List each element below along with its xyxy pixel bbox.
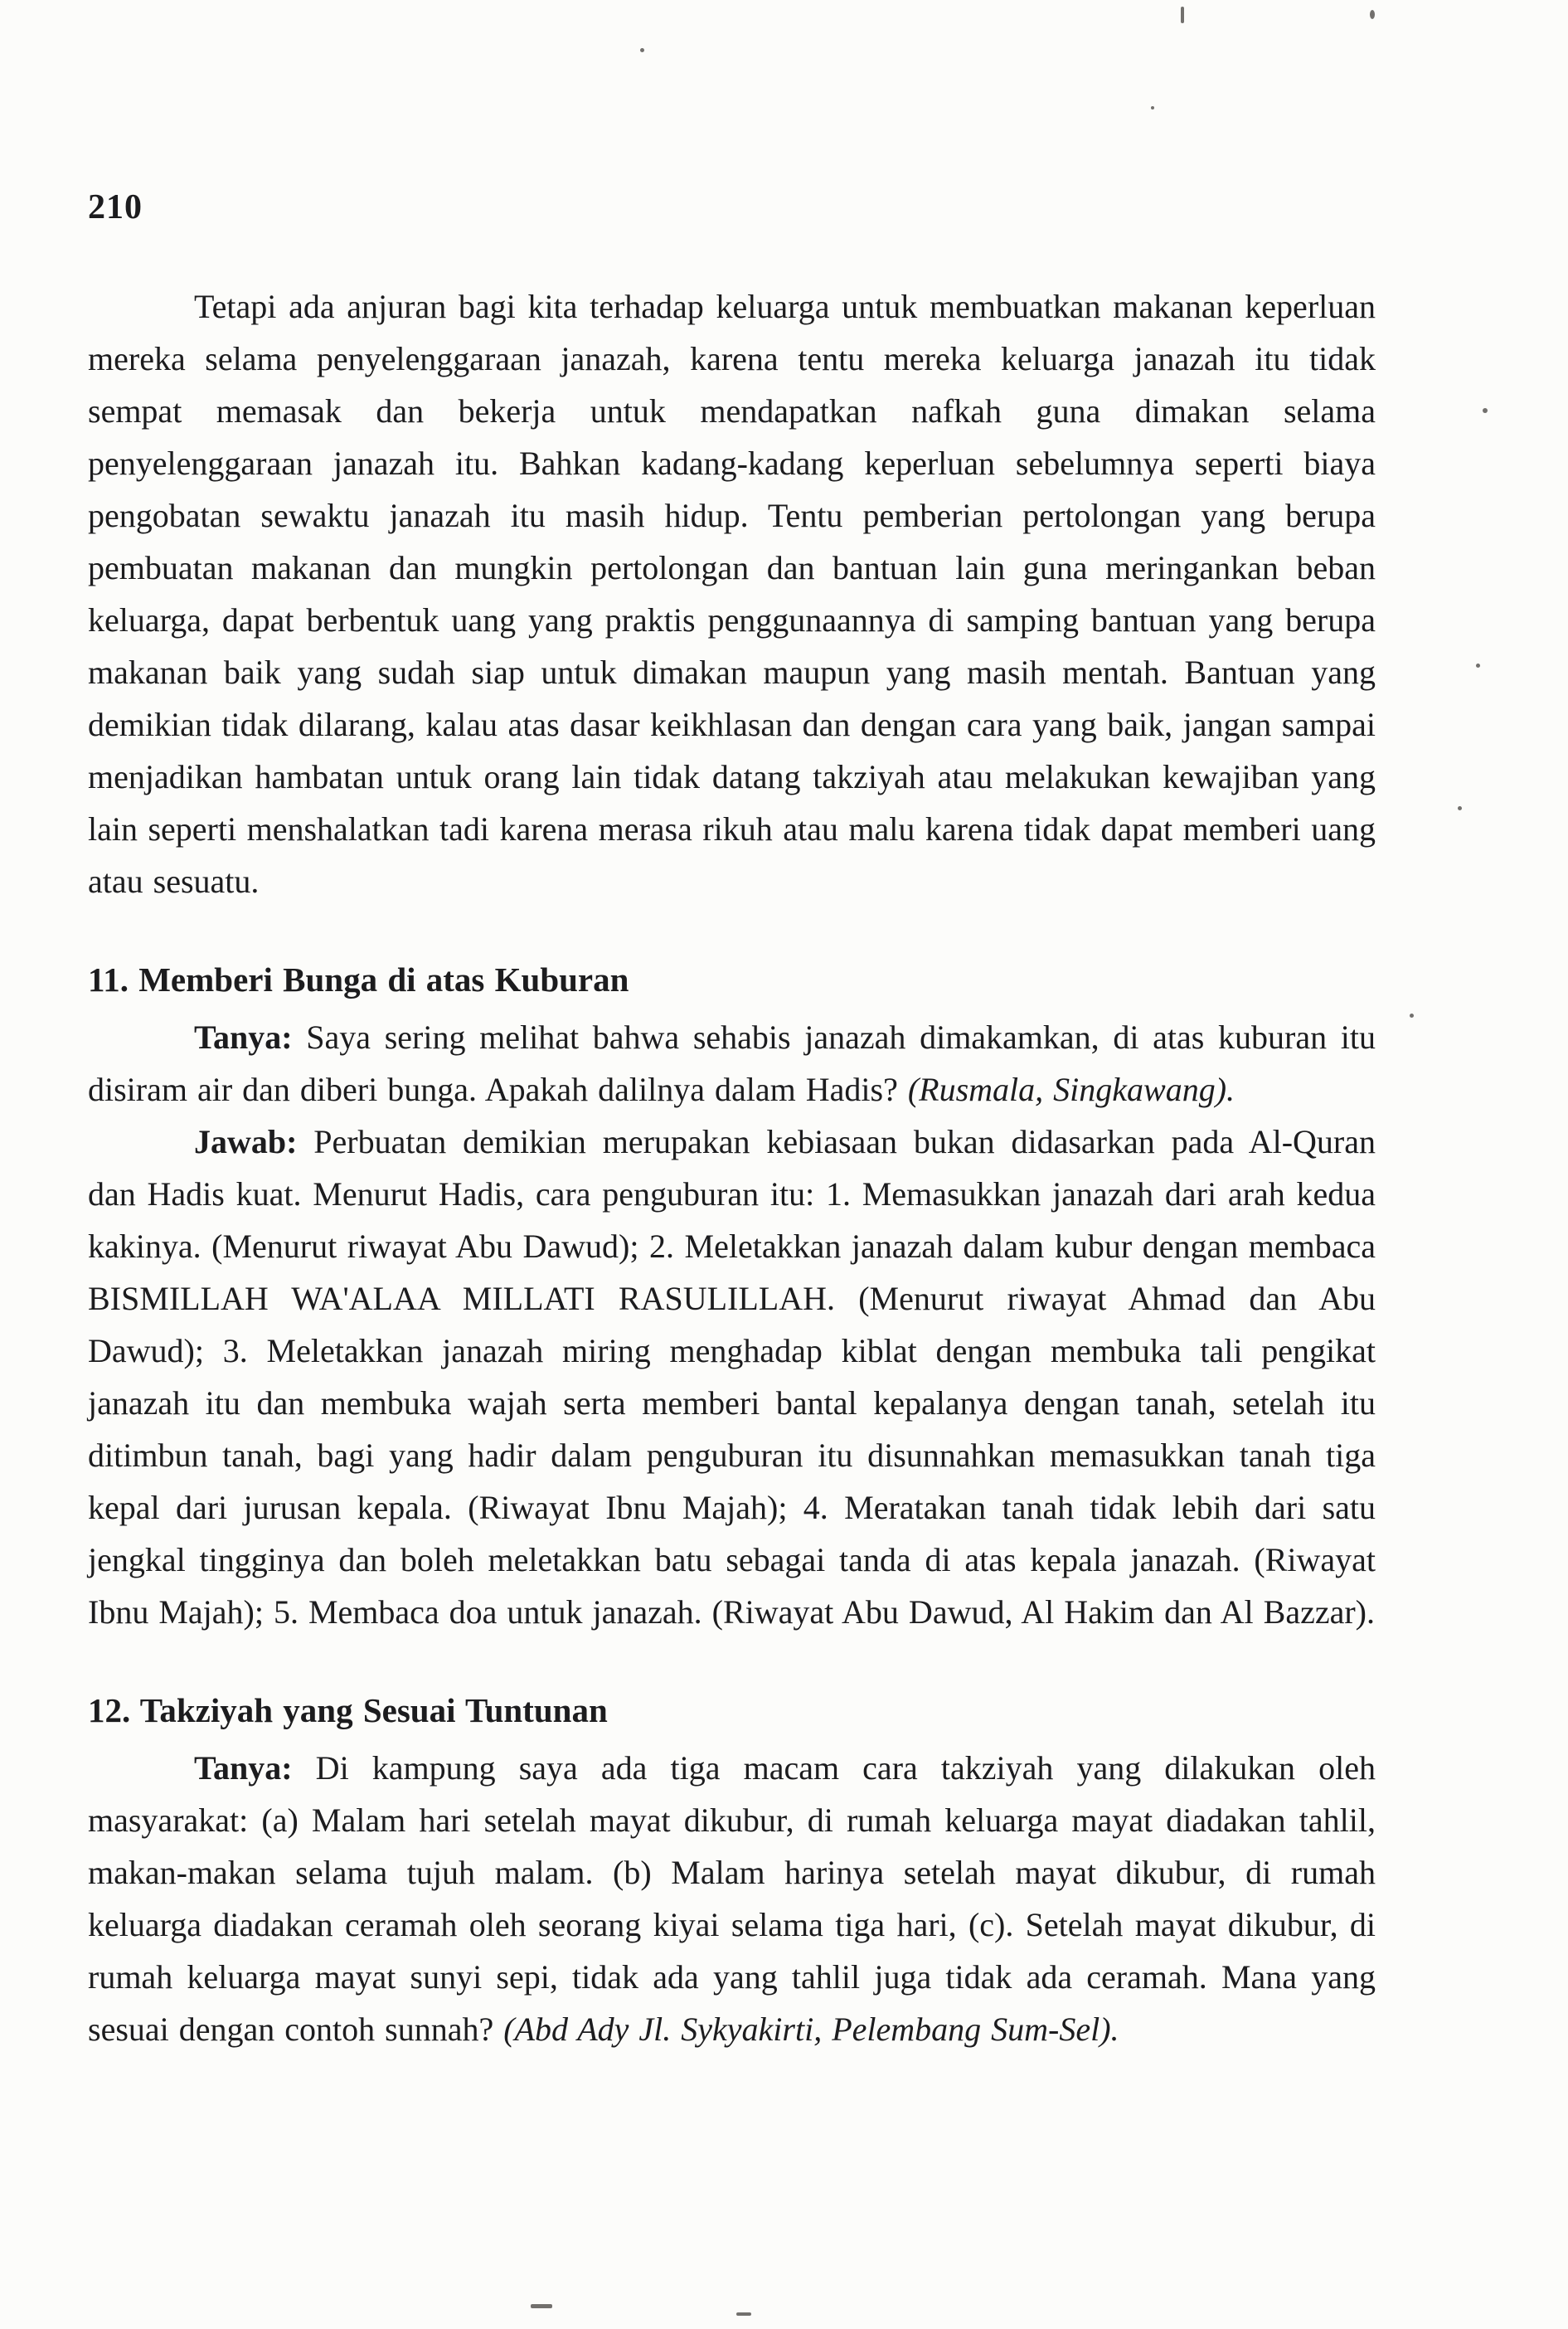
section-11-tanya-label: Tanya: <box>194 1019 293 1056</box>
section-11-question <box>88 1011 1376 1116</box>
intro-paragraph <box>88 280 1376 907</box>
section-11-answer <box>88 1116 1376 1638</box>
section-11-jawab-label: Jawab: <box>194 1123 298 1160</box>
page-number: 210 <box>88 188 143 226</box>
section-11-question-text: Saya sering melihat bahwa sehabis janazah dimakamkan, di atas kuburan itu disiram air dan diberi bunga. Apakah dalilnya dalam Hadis? <box>88 1019 1376 1108</box>
section-12-heading: 12. Takziyah yang Sesuai Tuntunan <box>88 1691 608 1729</box>
section-11-heading: 11. Memberi Bunga di atas Kuburan <box>88 960 629 999</box>
section-12-question-text: Di kampung saya ada tiga macam cara takziyah yang dilakukan oleh masyarakat: (a) Malam hari setelah mayat dikubur, di rumah keluarga mayat diadakan tahlil, makan-makan selama tujuh malam. (b) Malam harinya setelah mayat dikubur, di rumah keluarga diadakan ceramah oleh seorang kiyai selama tiga hari, (c). Setelah mayat dikubur, di rumah keluarga mayat sunyi sepi, tidak ada yang tahlil juga tidak ada ceramah. Mana yang sesuai dengan contoh sunnah? <box>88 1749 1376 2048</box>
section-12-question-source: (Abd Ady Jl. Sykyakirti, Pelembang Sum-Sel). <box>503 2011 1119 2048</box>
section-11-question-source: (Rusmala, Singkawang). <box>907 1071 1235 1108</box>
section-12-tanya-label: Tanya: <box>194 1749 293 1787</box>
section-11-answer-text: Perbuatan demikian merupakan kebiasaan bukan didasarkan pada Al-Quran dan Hadis kuat. Menurut Hadis, cara penguburan itu: 1. Memasukkan janazah dari arah kedua kakinya. (Menurut riwayat Abu Dawud); 2. Meletakkan janazah dalam kubur dengan membaca BISMILLAH WA'ALAA MILLATI RASULILLAH. (Menurut riwayat Ahmad dan Abu Dawud); 3. Meletakkan janazah miring menghadap kiblat dengan membuka tali pengikat janazah itu dan membuka wajah serta memberi bantal kepalanya dengan tanah, setelah itu ditimbun tanah, bagi yang hadir dalam penguburan itu disunnahkan memasukkan tanah tiga kepal dari jurusan kepala. (Riwayat Ibnu Majah); 4. Meratakan tanah tidak lebih dari satu jengkal tingginya dan boleh meletakkan batu sebagai tanda di atas kepala janazah. (Riwayat Ibnu Majah); 5. Membaca doa untuk janazah. (Riwayat Abu Dawud, Al Hakim dan Al Bazzar). <box>88 1123 1376 1631</box>
section-12-question <box>88 1742 1376 2055</box>
intro-paragraph-text: Tetapi ada anjuran bagi kita terhadap keluarga untuk membuatkan makanan keperluan mereka selama penyelenggaraan janazah, karena tentu mereka keluarga janazah itu tidak sempat memasak dan bekerja untuk mendapatkan nafkah guna dimakan selama penyelenggaraan janazah itu. Bahkan kadang-kadang keperluan sebelumnya seperti biaya pengobatan sewaktu janazah itu masih hidup. Tentu pemberian pertolongan yang berupa pembuatan makanan dan mungkin pertolongan dan bantuan lain guna meringankan beban keluarga, dapat berbentuk uang yang praktis penggunaannya di samping bantuan yang berupa makanan baik yang sudah siap untuk dimakan maupun yang masih mentah. Bantuan yang demikian tidak dilarang, kalau atas dasar keikhlasan dan dengan cara yang baik, jangan sampai menjadikan hambatan untuk orang lain tidak datang takziyah atau melakukan kewajiban yang lain seperti menshalatkan tadi karena merasa rikuh atau malu karena tidak dapat memberi uang atau sesuatu. <box>88 288 1376 900</box>
